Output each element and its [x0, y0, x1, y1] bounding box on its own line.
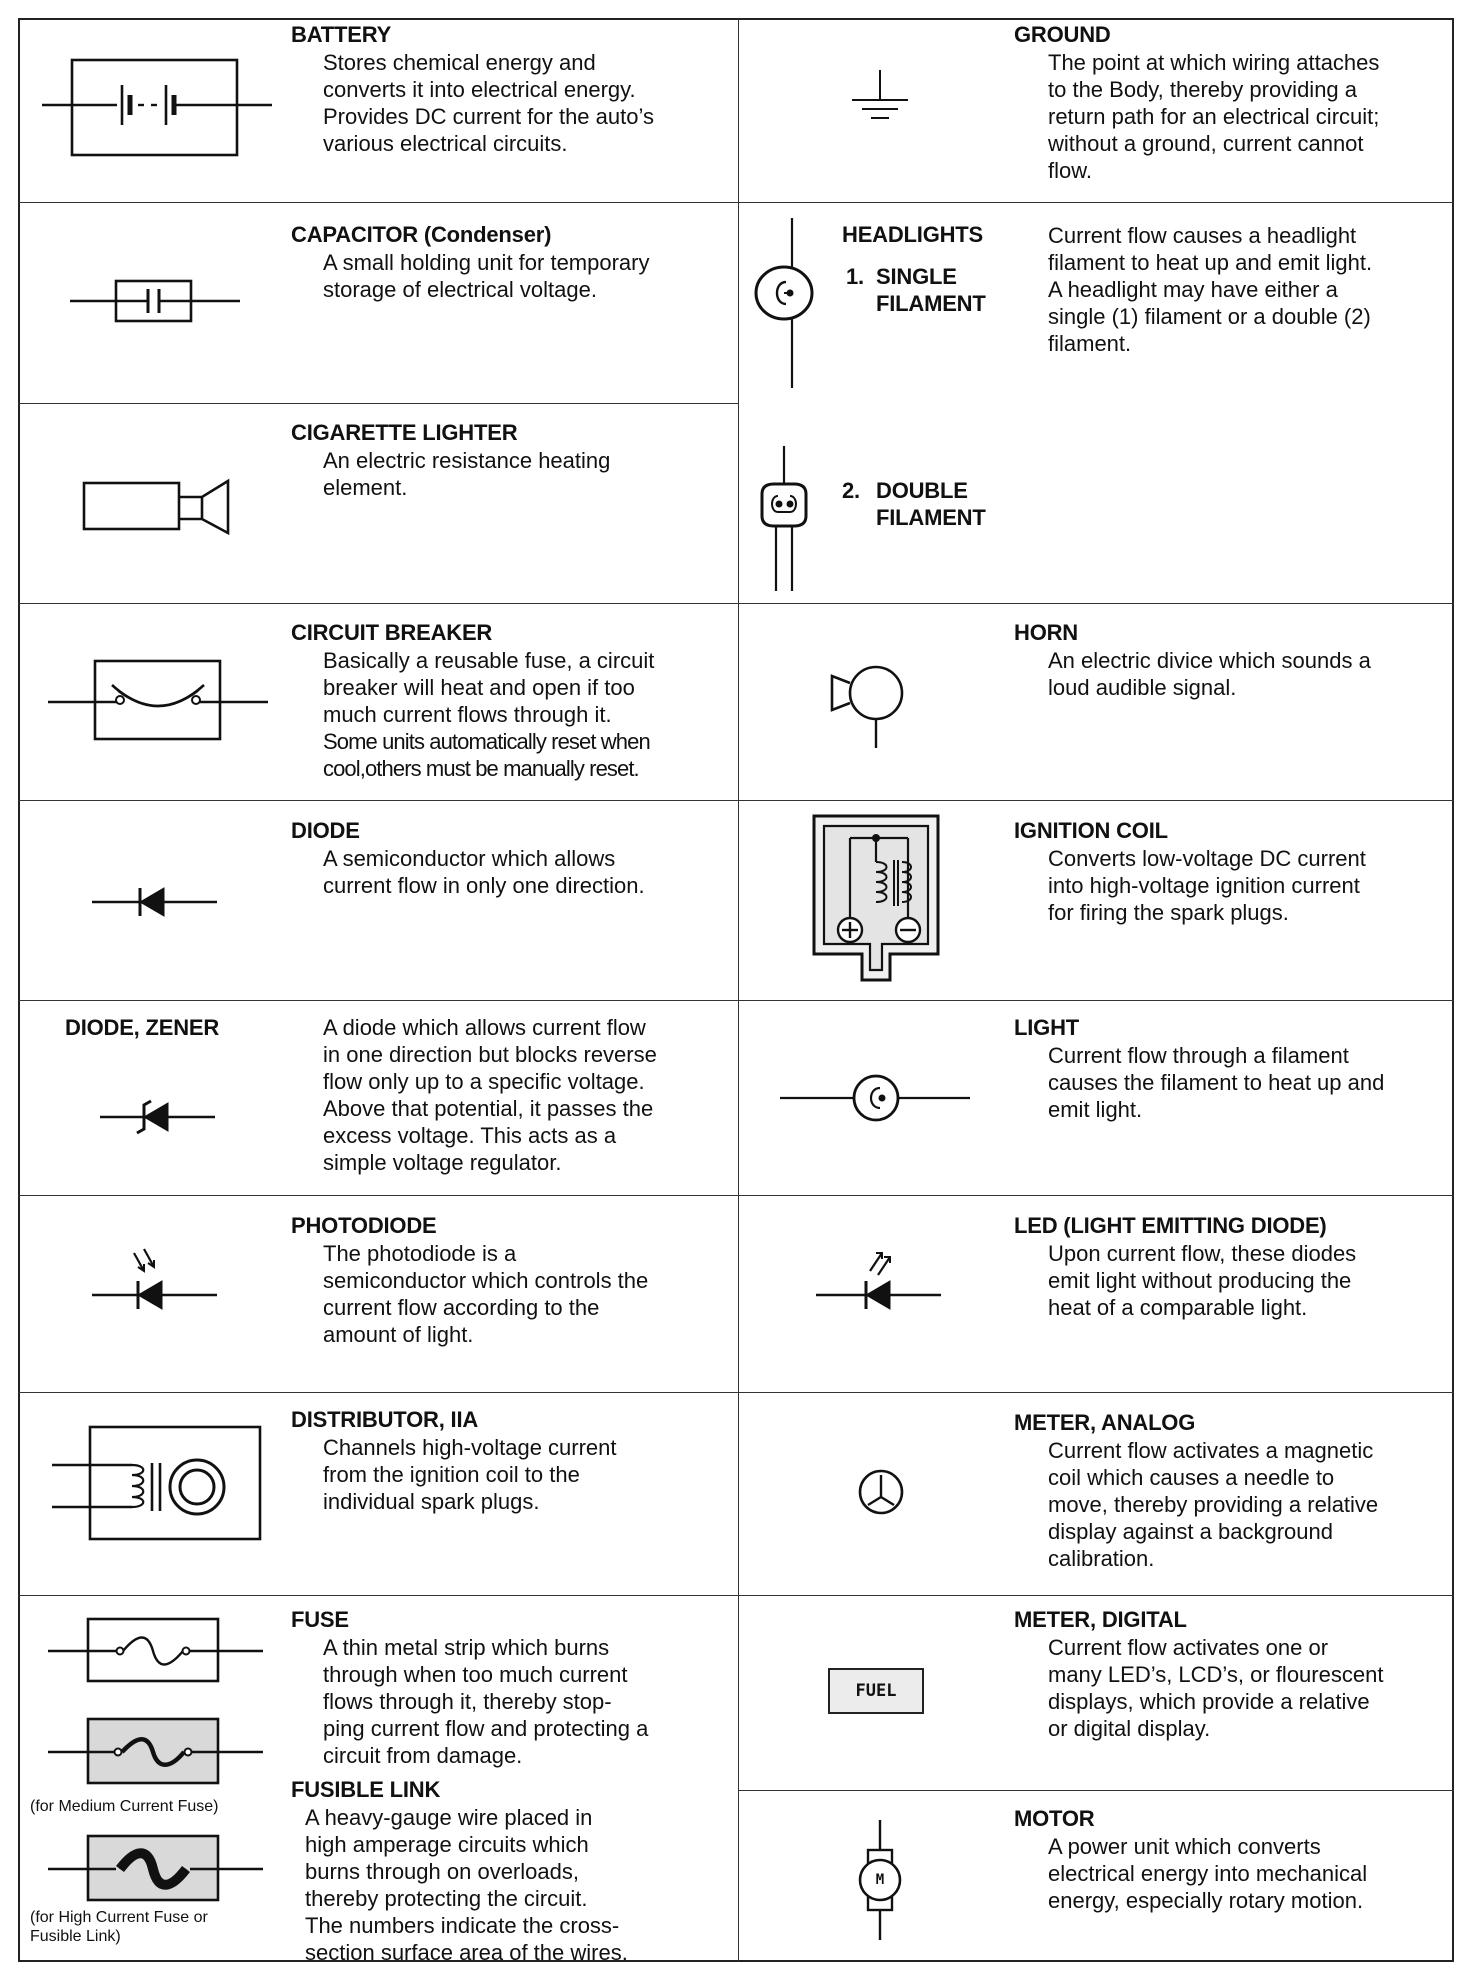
description-line: flow only up to a specific voltage. — [323, 1069, 645, 1094]
circuit-breaker-description — [323, 647, 654, 782]
medium-fuse-caption: (for Medium Current Fuse) — [30, 1798, 219, 1815]
description-line: element. — [323, 475, 408, 500]
photodiode-title: PHOTODIODE — [291, 1213, 437, 1238]
circuit-breaker-title: CIRCUIT BREAKER — [291, 620, 493, 645]
description-line: coil which causes a needle to — [1048, 1465, 1335, 1490]
led-symbol — [816, 1243, 941, 1315]
battery-title: BATTERY — [291, 22, 392, 47]
description-line: Stores chemical energy and — [323, 50, 596, 75]
description-line: Current flow activates one or — [1048, 1635, 1329, 1660]
double-filament-label: DOUBLE — [876, 478, 968, 503]
description-line: return path for an electrical circuit; — [1048, 104, 1380, 129]
description-line: breaker will heat and open if too — [323, 675, 635, 700]
description-line: converts it into electrical energy. — [323, 77, 636, 102]
row-divider — [18, 1595, 1454, 1596]
led-description — [1048, 1240, 1356, 1321]
description-line: display against a background — [1048, 1519, 1333, 1544]
description-line: cool,others must be manually reset. — [323, 756, 639, 781]
zener-diode-symbol — [100, 1095, 215, 1139]
cigarette-lighter-title: CIGARETTE LIGHTER — [291, 420, 518, 445]
description-line: Provides DC current for the auto’s — [323, 104, 654, 129]
capacitor-symbol — [70, 276, 240, 326]
description-line: filament to heat up and emit light. — [1048, 250, 1373, 275]
description-line: in one direction but blocks reverse — [323, 1042, 657, 1067]
row-divider — [18, 800, 1454, 801]
analog-meter-description — [1048, 1437, 1378, 1572]
ignition-coil-description — [1048, 845, 1366, 926]
description-line: many LED’s, LCD’s, or flourescent — [1048, 1662, 1384, 1687]
horn-title: HORN — [1014, 620, 1078, 645]
zener-title: DIODE, ZENER — [65, 1015, 220, 1040]
description-line: Basically a reusable fuse, a circuit — [323, 648, 655, 673]
description-line: single (1) filament or a double (2) — [1048, 304, 1371, 329]
cigarette-lighter-description — [323, 447, 610, 501]
description-line: circuit from damage. — [323, 1743, 523, 1768]
horn-symbol — [826, 648, 906, 748]
ignition-coil-symbol — [810, 812, 942, 984]
high-current-fuse-symbol — [48, 1832, 263, 1904]
row-divider — [18, 202, 1454, 203]
description-line: An electric divice which sounds a — [1048, 648, 1371, 673]
fusible-link-title: FUSIBLE LINK — [291, 1777, 441, 1802]
description-line: flow. — [1048, 158, 1093, 183]
row-divider — [18, 1000, 1454, 1001]
description-line: energy, especially rotary motion. — [1048, 1888, 1364, 1913]
description-line: for firing the spark plugs. — [1048, 900, 1289, 925]
description-line: simple voltage regulator. — [323, 1150, 562, 1175]
description-line: burns through on overloads, — [305, 1859, 579, 1884]
diode-title: DIODE — [291, 818, 360, 843]
description-line: much current flows through it. — [323, 702, 612, 727]
description-line: section surface area of the wires. — [305, 1940, 628, 1965]
description-line: A diode which allows current flow — [323, 1015, 646, 1040]
description-line: causes the filament to heat up and — [1048, 1070, 1385, 1095]
single-filament-number: 1. — [846, 264, 864, 289]
light-description — [1048, 1042, 1384, 1123]
description-line: emit light. — [1048, 1097, 1143, 1122]
description-line: from the ignition coil to the — [323, 1462, 580, 1487]
single-filament-headlight-symbol — [752, 218, 822, 388]
description-line: current flow in only one direction. — [323, 873, 645, 898]
description-line: Upon current flow, these diodes — [1048, 1241, 1357, 1266]
description-line: emit light without producing the — [1048, 1268, 1352, 1293]
cigarette-lighter-symbol — [82, 477, 232, 537]
description-line: excess voltage. This acts as a — [323, 1123, 617, 1148]
ground-title: GROUND — [1014, 22, 1111, 47]
description-line: A small holding unit for temporary — [323, 250, 650, 275]
distributor-symbol — [52, 1423, 267, 1543]
capacitor-description — [323, 249, 650, 303]
description-line: into high-voltage ignition current — [1048, 873, 1360, 898]
ignition-coil-title: IGNITION COIL — [1014, 818, 1168, 843]
single-filament-label: FILAMENT — [876, 291, 986, 316]
description-line: Some units automatically reset when — [323, 729, 650, 754]
description-line: semiconductor which controls the — [323, 1268, 649, 1293]
description-line: through when too much current — [323, 1662, 628, 1687]
distributor-description — [323, 1434, 617, 1515]
motor-title: MOTOR — [1014, 1806, 1095, 1831]
digital-meter-description — [1048, 1634, 1383, 1742]
fuse-title: FUSE — [291, 1607, 349, 1632]
description-line: The numbers indicate the cross- — [305, 1913, 620, 1938]
description-line: amount of light. — [323, 1322, 474, 1347]
horn-description — [1048, 647, 1371, 701]
ground-symbol — [850, 70, 910, 130]
description-line: without a ground, current cannot — [1048, 131, 1364, 156]
description-line: A heavy-gauge wire placed in — [305, 1805, 593, 1830]
motor-description — [1048, 1833, 1367, 1914]
description-line: An electric resistance heating — [323, 448, 611, 473]
description-line: Current flow activates a magnetic — [1048, 1438, 1374, 1463]
distributor-title: DISTRIBUTOR, IIA — [291, 1407, 479, 1432]
motor-symbol-letter: M — [875, 1872, 885, 1888]
single-filament-label: SINGLE — [876, 264, 957, 289]
description-line: flows through it, thereby stop- — [323, 1689, 612, 1714]
capacitor-title: CAPACITOR (Condenser) — [291, 222, 552, 247]
description-line: A headlight may have either a — [1048, 277, 1338, 302]
description-line: filament. — [1048, 331, 1132, 356]
column-divider — [738, 18, 739, 1962]
row-divider — [18, 1195, 1454, 1196]
description-line: Channels high-voltage current — [323, 1435, 617, 1460]
row-divider — [738, 1790, 1454, 1791]
diode-description — [323, 845, 645, 899]
description-line: or digital display. — [1048, 1716, 1211, 1741]
light-title: LIGHT — [1014, 1015, 1079, 1040]
description-line: A power unit which converts — [1048, 1834, 1321, 1859]
battery-symbol — [42, 55, 272, 165]
fusible-link-description — [305, 1804, 628, 1966]
description-line: current flow according to the — [323, 1295, 600, 1320]
medium-current-fuse-symbol — [48, 1715, 263, 1787]
description-line: calibration. — [1048, 1546, 1155, 1571]
description-line: Current flow through a filament — [1048, 1043, 1349, 1068]
description-line: individual spark plugs. — [323, 1489, 540, 1514]
double-filament-number: 2. — [842, 478, 860, 503]
fuse-description — [323, 1634, 648, 1769]
description-line: Above that potential, it passes the — [323, 1096, 654, 1121]
row-divider — [18, 403, 738, 404]
description-line: thereby protecting the circuit. — [305, 1886, 588, 1911]
row-divider — [18, 603, 1454, 604]
description-line: electrical energy into mechanical — [1048, 1861, 1368, 1886]
fuse-symbol — [48, 1615, 263, 1685]
description-line: storage of electrical voltage. — [323, 277, 597, 302]
description-line: move, thereby providing a relative — [1048, 1492, 1379, 1517]
circuit-breaker-symbol — [48, 655, 268, 745]
double-filament-label: FILAMENT — [876, 505, 986, 530]
caption-line: (for High Current Fuse or — [30, 1909, 208, 1926]
description-line: Converts low-voltage DC current — [1048, 846, 1366, 871]
double-filament-headlight-symbol — [750, 446, 820, 591]
caption-line: Fusible Link) — [30, 1928, 121, 1945]
headlights-title: HEADLIGHTS — [842, 222, 984, 247]
diode-symbol — [92, 882, 217, 922]
description-line: The photodiode is a — [323, 1241, 517, 1266]
analog-meter-symbol — [856, 1467, 906, 1517]
description-line: high amperage circuits which — [305, 1832, 589, 1857]
led-title: LED (LIGHT EMITTING DIODE) — [1014, 1213, 1327, 1238]
digital-meter-symbol: FUEL — [828, 1668, 924, 1714]
description-line: heat of a comparable light. — [1048, 1295, 1308, 1320]
description-line: A thin metal strip which burns — [323, 1635, 610, 1660]
description-line: ping current flow and protecting a — [323, 1716, 649, 1741]
description-line: various electrical circuits. — [323, 131, 568, 156]
light-symbol — [780, 1068, 970, 1128]
description-line: displays, which provide a relative — [1048, 1689, 1370, 1714]
headlights-description — [1048, 222, 1372, 357]
description-line: loud audible signal. — [1048, 675, 1237, 700]
ground-description — [1048, 49, 1379, 184]
high-fuse-caption — [30, 1908, 208, 1946]
description-line: Current flow causes a headlight — [1048, 223, 1357, 248]
description-line: The point at which wiring attaches — [1048, 50, 1380, 75]
description-line: A semiconductor which allows — [323, 846, 616, 871]
analog-meter-title: METER, ANALOG — [1014, 1410, 1196, 1435]
photodiode-symbol — [92, 1245, 217, 1315]
zener-description — [323, 1014, 657, 1176]
row-divider — [18, 1392, 1454, 1393]
digital-meter-title: METER, DIGITAL — [1014, 1607, 1187, 1632]
battery-description — [323, 49, 654, 157]
photodiode-description — [323, 1240, 648, 1348]
description-line: to the Body, thereby providing a — [1048, 77, 1358, 102]
